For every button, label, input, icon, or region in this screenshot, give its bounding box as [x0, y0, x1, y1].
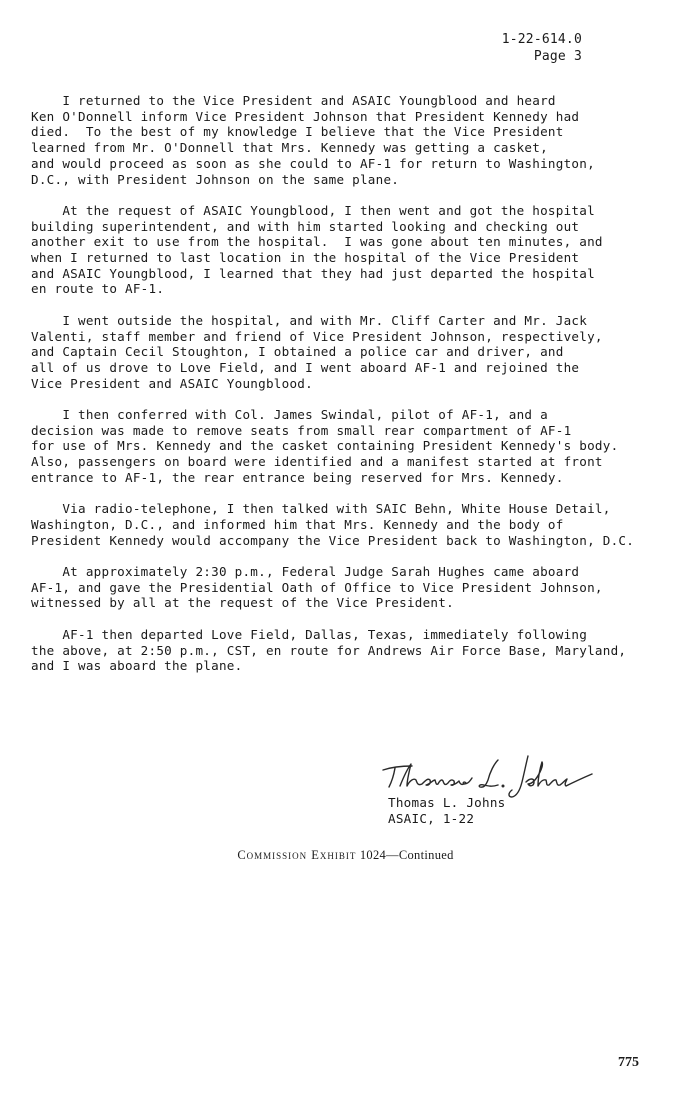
- handwritten-signature: [380, 750, 610, 800]
- caption-prefix: Commission Exhibit: [237, 848, 357, 862]
- paragraph-2: At the request of ASAIC Youngblood, I then went and got the hospital building superintendent, and with him started looking and checking out another exit to use from the hospital. I was gone about ten minutes, and when I returned to last location in the hospital of the Vice President and ASAIC Youngblood, I learned that they had just departed the hospital en route to AF-1.: [31, 202, 603, 297]
- page-number: 775: [618, 1055, 639, 1070]
- page-label: Page 3: [533, 49, 582, 64]
- signatory-name: Thomas L. Johns: [388, 795, 506, 810]
- document-header: [502, 31, 582, 65]
- caption-suffix: 1024—Continued: [356, 848, 454, 862]
- paragraph-5: Via radio-telephone, I then talked with SAIC Behn, White House Detail, Washington, D.C., and informed him that Mrs. Kennedy and the body of President Kennedy would accompany the Vice President back to Washington, D.C.: [31, 501, 635, 548]
- paragraph-6: At approximately 2:30 p.m., Federal Judge Sarah Hughes came aboard AF-1, and gave the Presidential Oath of Office to Vice President Johnson, witnessed by all at the request of the Vice President.: [31, 564, 603, 611]
- letter-body: [31, 93, 636, 690]
- signatory-title: ASAIC, 1-22: [388, 810, 475, 826]
- document-number: 1-22-614.0: [501, 32, 582, 47]
- signature-typed: [388, 795, 505, 826]
- paragraph-3: I went outside the hospital, and with Mr. Cliff Carter and Mr. Jack Valenti, staff member and friend of Vice President Johnson, respectively, and Captain Cecil Stoughton, I obtained a police car and driver, and all of us drove to Love Field, and I went aboard AF-1 and rejoined the Vice President and ASAIC Youngblood.: [31, 312, 603, 391]
- paragraph-4: I then conferred with Col. James Swindal, pilot of AF-1, and a decision was made to remove seats from small rear compartment of AF-1 for use of Mrs. Kennedy and the casket containing President Kennedy's body. Also, passengers on board were identified and a manifest started at front entrance to AF-1, the rear entrance being reserved for Mrs. Kennedy.: [31, 407, 619, 485]
- paragraph-7: AF-1 then departed Love Field, Dallas, Texas, immediately following the above, at 2:50 p.m., CST, en route for Andrews Air Force Base, Maryland, and I was aboard the plane.: [31, 626, 627, 674]
- exhibit-caption: [0, 848, 691, 863]
- signature-block: [380, 750, 610, 830]
- paragraph-1: I returned to the Vice President and ASAIC Youngblood and heard Ken O'Donnell inform Vice President Johnson that President Kennedy had died. To the best of my knowledge I believe that the Vice President learned from Mr. O'Donnell that Mrs. Kennedy was getting a casket, and would proceed as soon as she could to AF-1 for return to Washington, D.C., with President Johnson on the same plane.: [31, 93, 595, 187]
